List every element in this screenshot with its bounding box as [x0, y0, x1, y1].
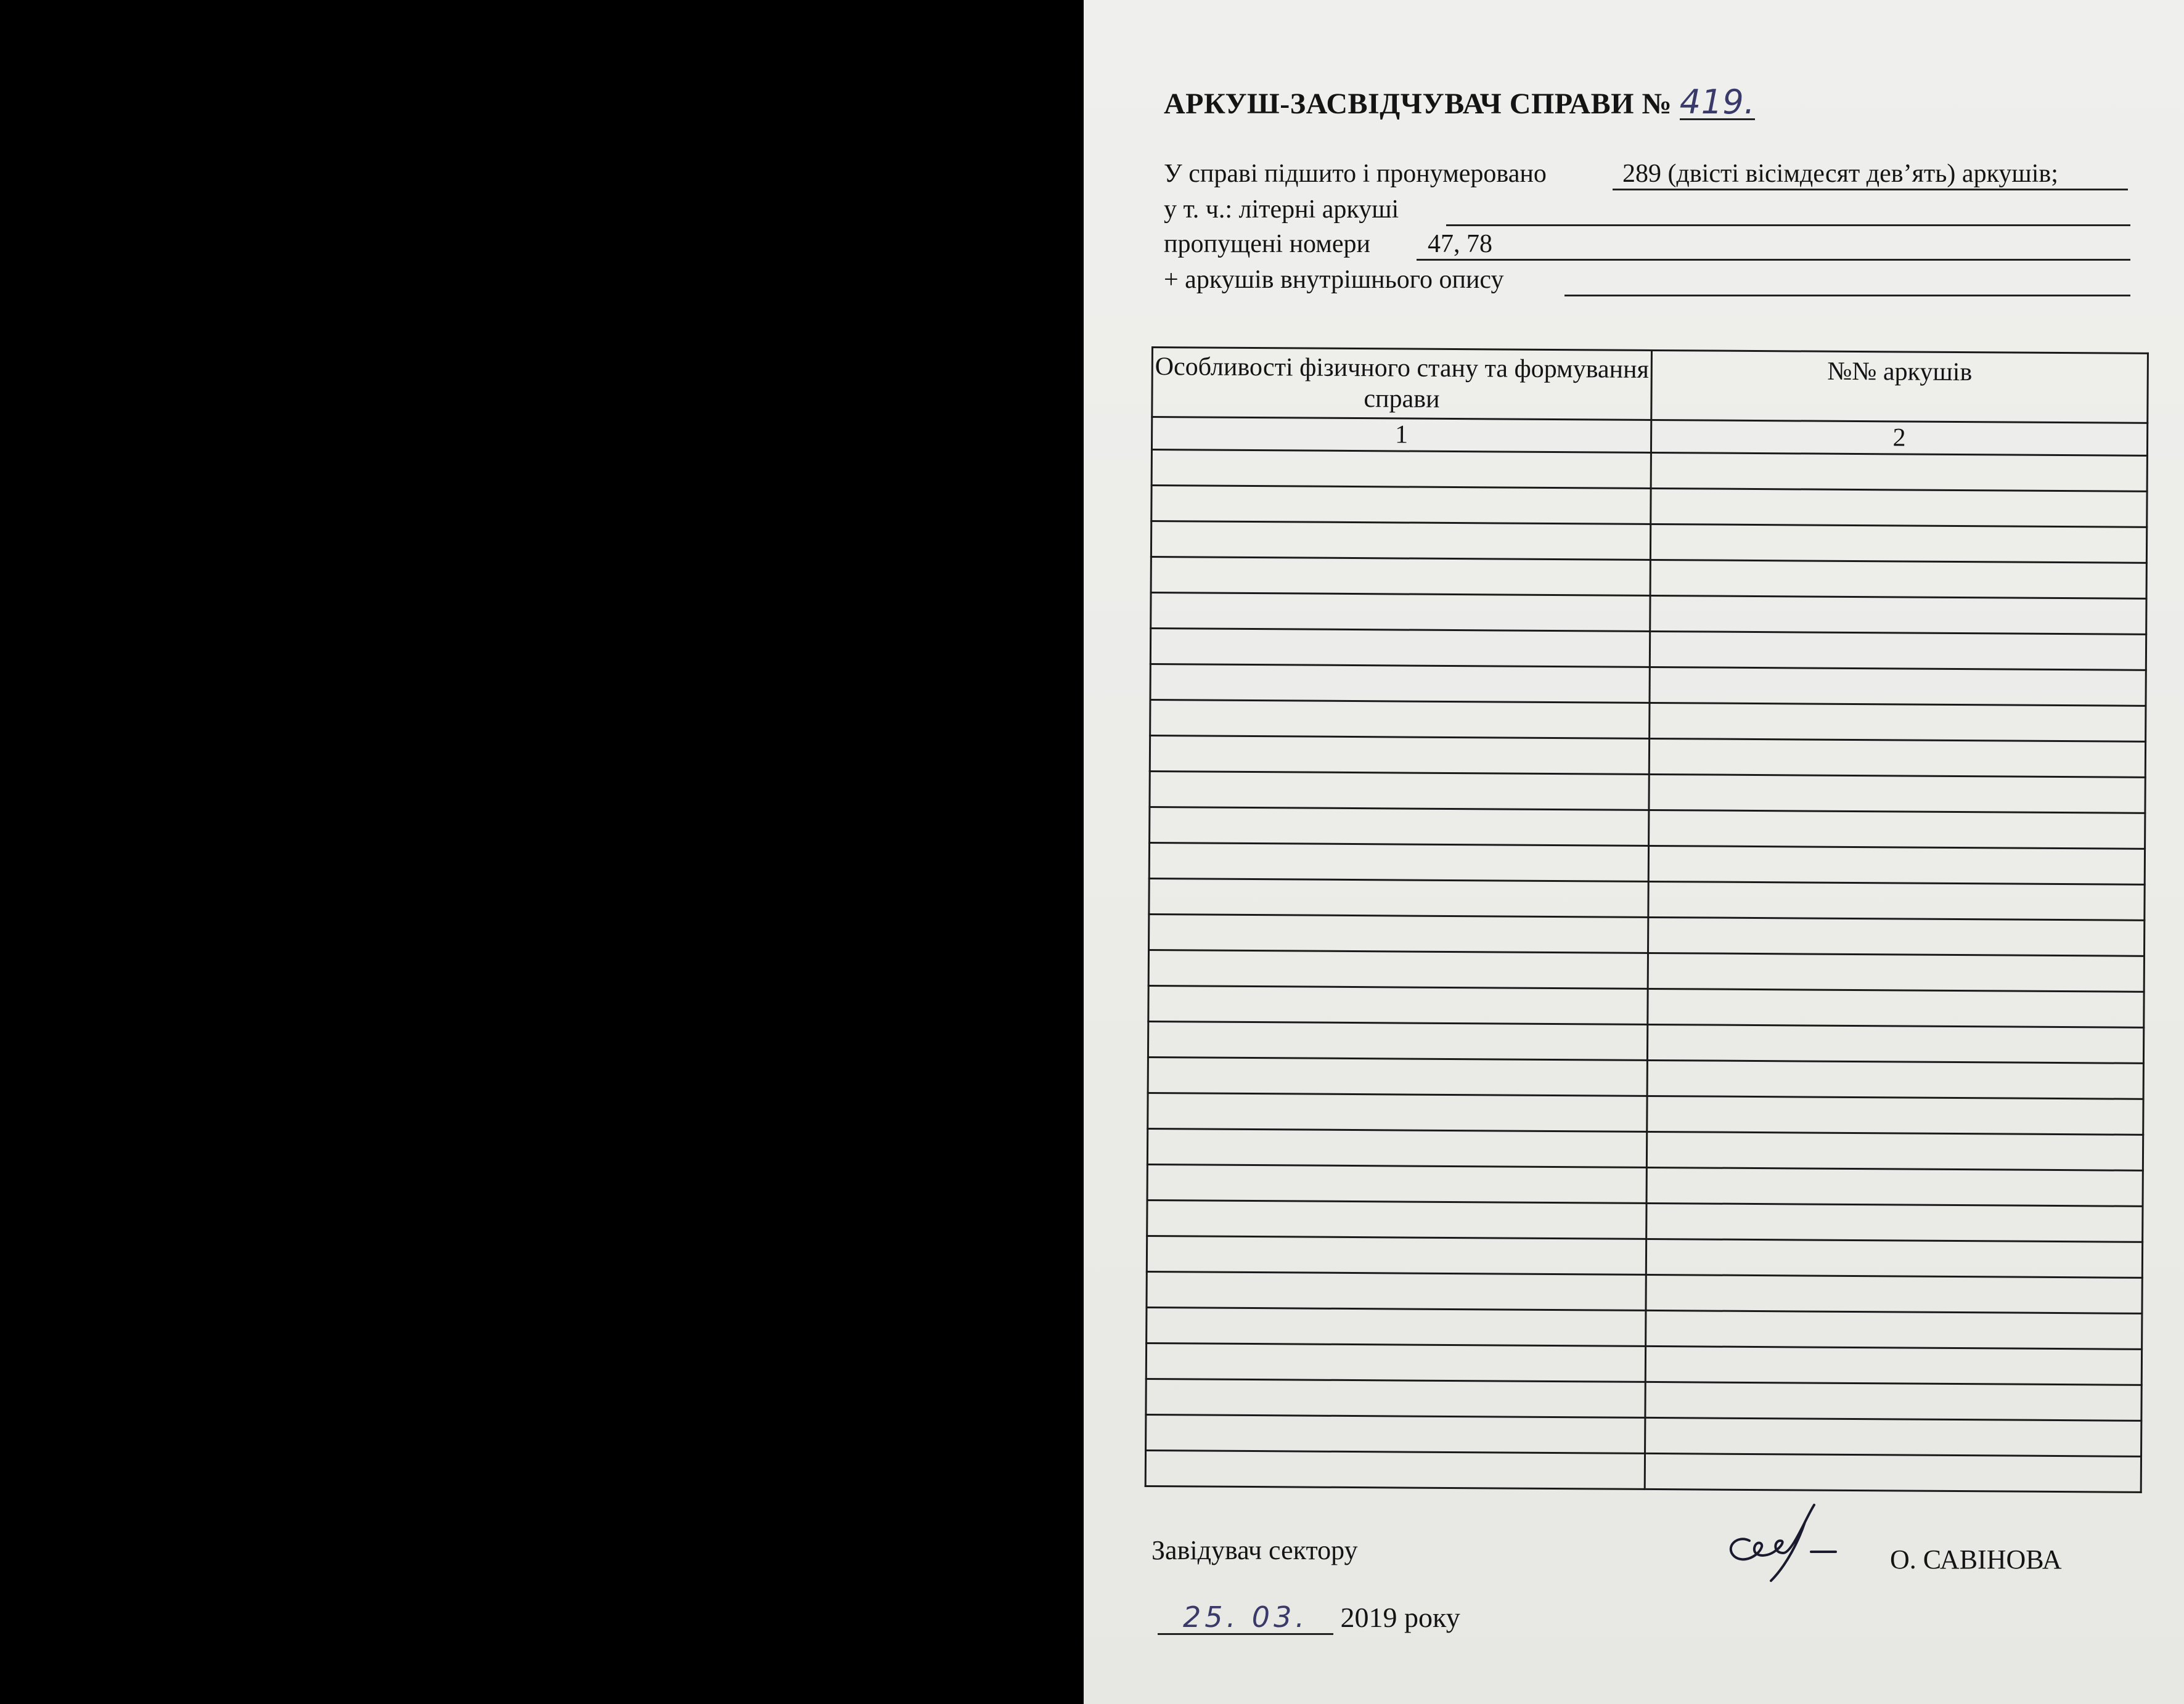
condition-cell [1147, 1307, 1646, 1346]
table-row [1149, 842, 2145, 884]
header-condition: Особливості фізичного стану та формування справи [1152, 348, 1652, 420]
missing-line [1164, 229, 1370, 259]
date-line [1158, 1601, 1460, 1635]
sheet-number-cell [1648, 953, 2144, 992]
sheet-number-cell [1648, 917, 2145, 956]
sheet-number-cell [1646, 1239, 2142, 1278]
condition-cell [1148, 1057, 1647, 1096]
condition-cell [1148, 1093, 1647, 1131]
document-title [1164, 83, 1755, 121]
position-label: Завідувач сектору [1151, 1535, 1358, 1565]
table-row [1149, 878, 2145, 920]
table-row [1147, 1236, 2142, 1278]
table-row [1147, 1128, 2143, 1170]
table-body [1145, 450, 2147, 1493]
column-number-2: 2 [1651, 420, 2147, 455]
sheet-number-cell [1645, 1453, 2141, 1492]
table-row [1150, 807, 2145, 849]
sheet-number-cell [1649, 774, 2145, 813]
condition-cell [1149, 914, 1648, 953]
condition-cell [1150, 699, 1650, 738]
condition-cell [1151, 593, 1650, 632]
table-row [1146, 1414, 2141, 1456]
missing-label: пропущені номери [1164, 230, 1370, 258]
condition-cell [1147, 1164, 1646, 1203]
table-row [1150, 699, 2146, 741]
condition-cell [1148, 1021, 1647, 1060]
column-number-row [1151, 417, 2147, 456]
missing-value: 47, 78 [1417, 229, 2130, 261]
condition-cell [1151, 521, 1650, 560]
date-year: 2019 року [1340, 1602, 1460, 1633]
case-number-handwritten: 419. [1679, 83, 1755, 121]
condition-cell [1150, 771, 1649, 810]
condition-cell [1147, 1128, 1646, 1167]
sheet-number-cell [1650, 595, 2146, 634]
condition-cell [1150, 807, 1649, 846]
sheet-number-cell [1646, 1167, 2143, 1206]
condition-cell [1149, 878, 1648, 917]
sheet-number-cell [1646, 1203, 2143, 1242]
sheet-number-cell [1651, 452, 2147, 491]
table-row [1150, 735, 2145, 777]
header-sheet-numbers: №№ аркушів [1651, 350, 2148, 423]
inner-line [1164, 265, 1504, 295]
table-row [1147, 1271, 2142, 1313]
table-header-row [1152, 348, 2148, 423]
document-page [1084, 0, 2184, 1704]
letter-label: у т. ч.: літерні аркуші [1164, 195, 1399, 224]
sheet-number-cell [1650, 524, 2146, 563]
table-row [1150, 771, 2145, 813]
condition-cell [1149, 842, 1648, 881]
sheet-number-cell [1647, 1060, 2143, 1099]
condition-cell [1150, 735, 1649, 774]
condition-cell [1151, 486, 1651, 524]
sheet-number-cell [1646, 1274, 2142, 1313]
sheet-number-cell [1647, 1024, 2143, 1063]
condition-cell [1148, 950, 1648, 989]
sheet-number-cell [1648, 881, 2145, 920]
sheet-number-cell [1645, 1382, 2141, 1421]
sheet-number-cell [1650, 703, 2146, 741]
table-row [1150, 629, 2146, 671]
condition-cell [1150, 664, 1650, 703]
sheet-number-cell [1650, 631, 2146, 670]
table-row [1148, 1093, 2143, 1135]
condition-cell [1148, 985, 1648, 1024]
letter-value [1446, 195, 2130, 226]
condition-cell [1146, 1414, 1645, 1453]
table-row [1148, 1057, 2143, 1099]
sheet-number-cell [1648, 989, 2144, 1027]
sheet-number-cell [1650, 667, 2146, 706]
condition-cell [1151, 450, 1651, 489]
table-row [1151, 486, 2147, 528]
sheet-number-cell [1645, 1346, 2141, 1385]
title-text: АРКУШ-ЗАСВІДЧУВАЧ СПРАВИ № [1164, 88, 1672, 120]
sheet-number-cell [1649, 738, 2145, 777]
sewn-line [1164, 159, 1547, 189]
table-row [1149, 914, 2145, 956]
signature-icon [1712, 1498, 1842, 1590]
inner-value [1564, 265, 2130, 296]
condition-cell [1147, 1236, 1646, 1274]
sheet-number-cell [1645, 1417, 2141, 1456]
sheet-number-cell [1650, 560, 2146, 598]
sheet-number-cell [1646, 1310, 2142, 1349]
sheet-number-cell [1647, 1096, 2143, 1135]
sheet-number-cell [1646, 1131, 2143, 1170]
table-row [1146, 1379, 2141, 1421]
table-row [1150, 664, 2146, 706]
sheet-number-cell [1649, 810, 2145, 849]
condition-cell [1146, 1379, 1645, 1417]
table-row [1147, 1307, 2142, 1349]
table-row [1148, 985, 2144, 1027]
condition-cell [1147, 1200, 1646, 1239]
condition-cell [1145, 1450, 1645, 1489]
letter-line [1164, 195, 1399, 224]
table-row [1151, 450, 2147, 492]
signer-name: О. САВІНОВА [1890, 1544, 2062, 1575]
table-row [1151, 557, 2146, 599]
table-row [1146, 1343, 2141, 1385]
sheet-number-cell [1651, 488, 2147, 527]
table-row [1145, 1450, 2141, 1492]
condition-cell [1147, 1271, 1646, 1310]
column-number-1: 1 [1151, 417, 1651, 453]
sheet-number-cell [1648, 846, 2145, 884]
table-row [1148, 950, 2144, 992]
table-row [1147, 1164, 2143, 1206]
inner-label: + аркушів внутрішнього опису [1164, 266, 1504, 294]
table-row [1151, 593, 2146, 635]
table-row [1147, 1200, 2143, 1242]
sewn-label: У справі підшито і пронумеровано [1164, 160, 1547, 188]
sewn-value: 289 (двісті вісімдесят дев’ять) аркушів; [1613, 159, 2128, 190]
black-background [0, 0, 1084, 1704]
table-row [1148, 1021, 2143, 1063]
condition-cell [1150, 629, 1650, 667]
condition-cell [1146, 1343, 1645, 1382]
condition-cell [1151, 557, 1650, 596]
table-row [1151, 521, 2146, 563]
date-handwritten: 25. 03. [1158, 1601, 1333, 1635]
registry-table [1145, 346, 2149, 1493]
